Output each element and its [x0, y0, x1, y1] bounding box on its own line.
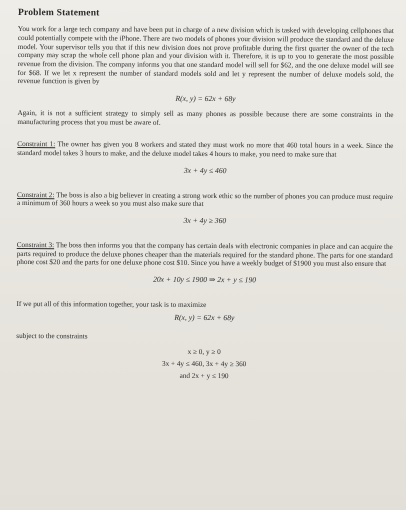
constraints-intro-paragraph: Again, it is not a sufficient strategy to simply sell as many phones as possible because there are some constraints in the manufacturing process that you must be aware of.	[17, 108, 394, 127]
constraint-3-paragraph	[17, 241, 393, 269]
constraint-2-paragraph	[17, 191, 393, 210]
constraint-1-equation: 3x + 4y ≤ 460	[183, 165, 227, 175]
constraint-3-text: The boss then informs you that the company has certain deals with electronic companies in place and can acquire the parts required to produce the deluxe phones cheaper than the materials required for the standard phone. The parts for one standard phone cost $20 and the parts for one deluxe phone cost $10. Since you have a weekly budget of $1900 you must also ensure that	[16, 241, 393, 269]
constraint-1-text: The owner has given you 8 workers and stated they must work no more that 460 total hours in a week. Since the standard model takes 3 hours to make, and the deluxe model takes 4 hours to make, you need to make sure that	[17, 140, 394, 159]
subject-to-text: subject to the constraints	[16, 331, 88, 341]
constraint-1-paragraph	[17, 140, 393, 159]
constraint-2-text: The boss is also a big believer in creating a strong work ethic so the number of phones you can produce must require a minimum of 360 hours a week so you must also make sure that	[16, 190, 394, 209]
constraint-2-equation: 3x + 4y ≥ 360	[183, 215, 227, 226]
constraint-list	[16, 346, 392, 384]
constraint-list-row: 3x + 4y ≤ 460, 3x + 4y ≥ 360	[161, 360, 247, 369]
constraint-list-row: and 2x + y ≤ 190	[179, 372, 229, 381]
constraint-list-row: x ≥ 0, y ≥ 0	[187, 348, 221, 357]
constraint-1-label: Constraint 1:	[17, 140, 56, 149]
intro-paragraph: You work for a large tech company and have been put in charge of a new division which is tasked with developing cellphones that could potentially compete with the iPhone. There are two models of phones your division will produce the standard and the deluxe model. Your supervisor tells you that if this new division does not prove profitable during the first quarter the owner of the tech company may scrap the whole cell phone plan and your division with it. Therefore, it is up to you to generate the most possible revenue from the division. The company informs you that one standard model will sell for $62, and the one deluxe model will see for $68. If we let x represent the number of standard models sold and let y represent the number of deluxe models sold, the revenue function is given by	[17, 25, 394, 86]
constraint-3-equation: 20x + 10y ≤ 1900 ⇒ 2x + y ≤ 190	[153, 274, 257, 285]
revenue-equation: R(x, y) = 62x + 68y	[175, 93, 236, 104]
maximize-paragraph: If we put all of this information together, your task is to maximize	[16, 300, 207, 310]
page-title: Problem Statement	[17, 8, 100, 19]
document-content	[16, 8, 394, 384]
constraint-3-label: Constraint 3:	[16, 241, 55, 250]
maximize-equation: R(x, y) = 62x + 68y	[174, 312, 235, 322]
constraint-2-label: Constraint 2:	[17, 190, 55, 199]
